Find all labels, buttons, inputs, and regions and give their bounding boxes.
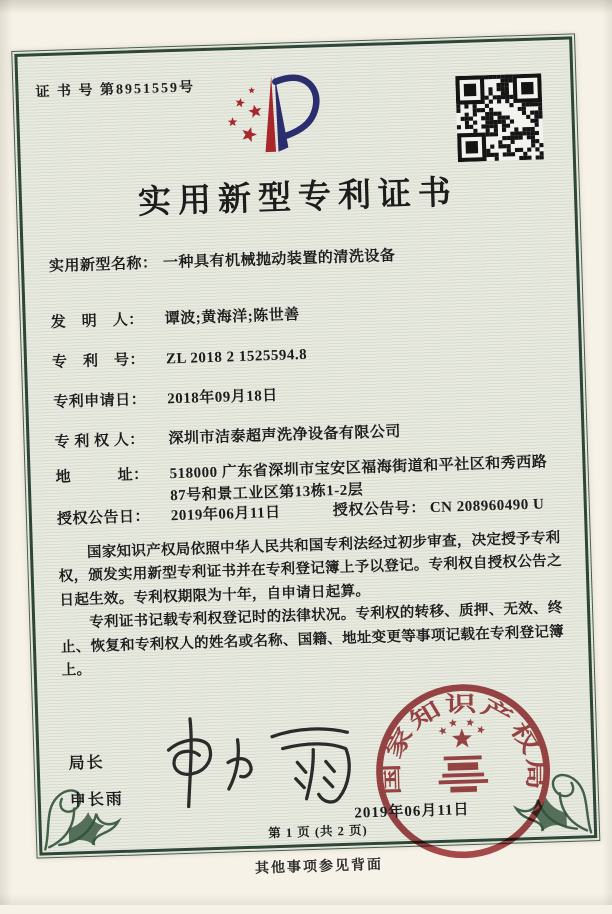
field-label: 专 利 权 人： <box>54 432 146 451</box>
field-row-filing-date <box>53 377 559 415</box>
field-row-inventors <box>50 297 556 335</box>
legal-paragraph-1: 国家知识产权局依照中华人民共和国专利法经过初步审查，决定授予专利权，颁发实用新型专利证书并在专利登记簿上予以登记。专利权自授权公告之日起生效。专利权期限为十年，自申请日起算。 <box>58 530 563 609</box>
field-label: 专 利 号： <box>51 352 146 371</box>
field-value: 谭波;黄海洋;陈世善 <box>164 307 300 328</box>
grant-date-label: 授权公告日： <box>56 508 151 528</box>
cnipa-official-seal <box>365 673 561 869</box>
certificate-frame <box>11 33 600 858</box>
back-side-note: 其他事项参见背面 <box>254 857 384 877</box>
field-label: 地 址： <box>55 466 149 486</box>
qr-code <box>455 73 544 162</box>
legal-paragraph-2: 专利证书记载专利权登记时的法律状况。专利权的转移、质押、无效、终止、恢复和专利权人的姓名或名称、国籍、地址变更等事项记载在专利登记簿上。 <box>60 600 565 680</box>
seal-date: 2019年06月11日 <box>354 802 470 822</box>
shen-changyu-signature <box>151 707 378 826</box>
field-label: 发 明 人： <box>50 312 145 331</box>
field-row-patentee <box>54 417 560 455</box>
field-value: 一种具有机械抛动装置的清洗设备 <box>162 248 396 272</box>
certificate-title: 实用新型专利证书 <box>137 175 459 222</box>
signer-name: 申长雨 <box>69 790 125 810</box>
field-value: 518000 广东省深圳市宝安区福海街道和平社区和秀西路87号和景工业区第13栋1-2层 <box>169 454 548 505</box>
certificate-number: 证 书 号 第8951559号 <box>35 80 196 101</box>
field-label: 专利申请日： <box>53 391 147 411</box>
field-row-patent-no <box>52 337 558 375</box>
field-value: 2018年09月18日 <box>167 387 278 408</box>
field-value: 深圳市洁泰超声洗净设备有限公司 <box>168 424 402 448</box>
grant-date-value: 2019年06月11日 <box>170 504 281 525</box>
cnipa-logo <box>201 65 374 168</box>
field-label: 实用新型名称： <box>48 255 158 275</box>
signer-title: 局长 <box>68 754 105 773</box>
grant-no-value: CN 208960490 U <box>429 496 545 517</box>
field-value: ZL 2018 2 1525594.8 <box>165 346 308 368</box>
page-number: 第 1 页 (共 2 页) <box>267 823 368 841</box>
field-row-name <box>49 241 555 279</box>
signer-block <box>68 749 124 825</box>
grant-no-label: 授权公告号： <box>332 500 427 520</box>
legal-text <box>58 527 566 684</box>
svg-text:国家知识产权局: 国家知识产权局 <box>379 692 547 796</box>
